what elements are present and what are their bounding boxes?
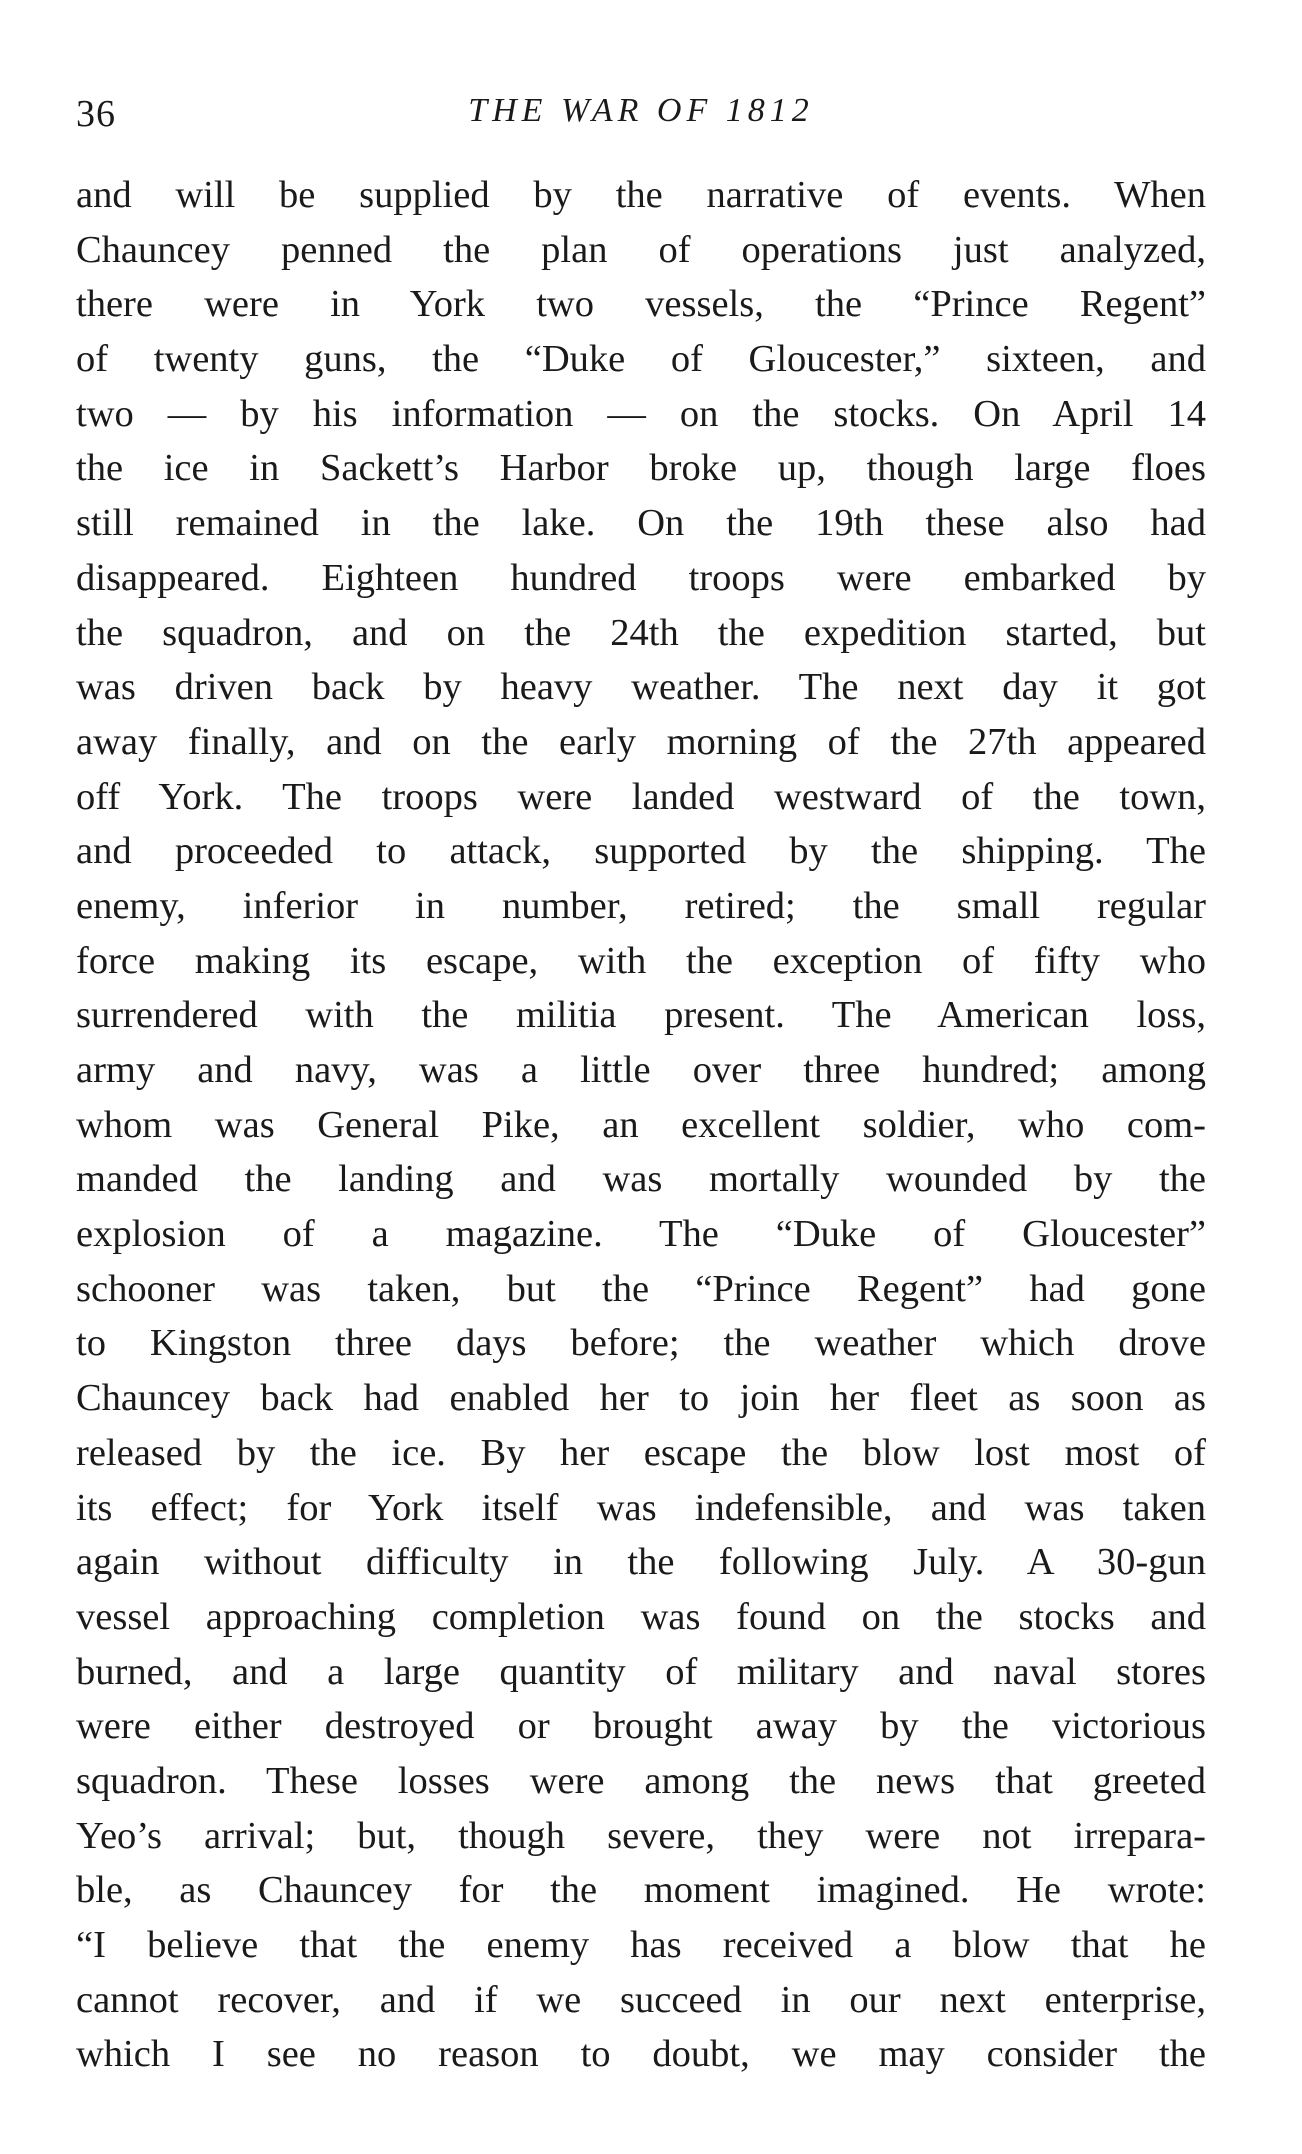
text-line: its effect; for York itself was indefensible, and was taken bbox=[76, 1486, 1206, 1529]
text-line: and will be supplied by the narrative of events. When bbox=[76, 174, 1206, 216]
text-line: were either destroyed or brought away by the victorious bbox=[76, 1705, 1206, 1748]
running-title: THE WAR OF 1812 bbox=[468, 92, 814, 129]
text-line: whom was General Pike, an excellent soldier, who com- bbox=[76, 1103, 1206, 1146]
text-line: which I see no reason to doubt, we may consider the bbox=[76, 2033, 1206, 2076]
text-line: of twenty guns, the “Duke of Gloucester,” sixteen, and bbox=[76, 338, 1206, 381]
body-text bbox=[76, 168, 1206, 2082]
text-line: was driven back by heavy weather. The next day it got bbox=[76, 666, 1206, 709]
text-line: off York. The troops were landed westward of the town, bbox=[76, 775, 1206, 818]
text-line: and proceeded to attack, supported by the shipping. The bbox=[76, 830, 1206, 873]
text-line: to Kingston three days before; the weather which drove bbox=[76, 1322, 1206, 1365]
text-line: explosion of a magazine. The “Duke of Gloucester” bbox=[76, 1213, 1206, 1256]
page-number: 36 bbox=[76, 93, 116, 135]
text-line: two — by his information — on the stocks. On April 14 bbox=[76, 392, 1206, 435]
text-line: squadron. These losses were among the news that greeted bbox=[76, 1759, 1206, 1802]
text-line: enemy, inferior in number, retired; the small regular bbox=[76, 884, 1206, 927]
text-line: Chauncey back had enabled her to join her fleet as soon as bbox=[76, 1377, 1206, 1420]
text-line: still remained in the lake. On the 19th these also had bbox=[76, 502, 1206, 545]
text-line: vessel approaching completion was found on the stocks and bbox=[76, 1595, 1206, 1638]
text-line: ble, as Chauncey for the moment imagined. He wrote: bbox=[76, 1869, 1206, 1912]
running-head bbox=[76, 92, 1206, 142]
text-line: Yeo’s arrival; but, though severe, they were not irrepara- bbox=[76, 1814, 1206, 1857]
text-line: cannot recover, and if we succeed in our next enterprise, bbox=[76, 1978, 1206, 2021]
text-line: schooner was taken, but the “Prince Regent” had gone bbox=[76, 1267, 1206, 1310]
text-line: burned, and a large quantity of military and naval stores bbox=[76, 1650, 1206, 1693]
text-line: “I believe that the enemy has received a blow that he bbox=[76, 1924, 1206, 1966]
text-line: disappeared. Eighteen hundred troops were embarked by bbox=[76, 556, 1206, 599]
text-line: army and navy, was a little over three hundred; among bbox=[76, 1049, 1206, 1091]
text-line: Chauncey penned the plan of operations just analyzed, bbox=[76, 228, 1206, 271]
text-line: released by the ice. By her escape the blow lost most of bbox=[76, 1431, 1206, 1474]
text-line: manded the landing and was mortally wounded by the bbox=[76, 1158, 1206, 1201]
text-line: there were in York two vessels, the “Prince Regent” bbox=[76, 283, 1206, 326]
text-line: the squadron, and on the 24th the expedition started, but bbox=[76, 611, 1206, 654]
text-line: again without difficulty in the following July. A 30-gun bbox=[76, 1541, 1206, 1584]
text-line: away finally, and on the early morning of the 27th appeared bbox=[76, 720, 1206, 763]
text-line: the ice in Sackett’s Harbor broke up, though large floes bbox=[76, 447, 1206, 490]
text-line: surrendered with the militia present. The American loss, bbox=[76, 994, 1206, 1037]
text-line: force making its escape, with the exception of fifty who bbox=[76, 939, 1206, 982]
